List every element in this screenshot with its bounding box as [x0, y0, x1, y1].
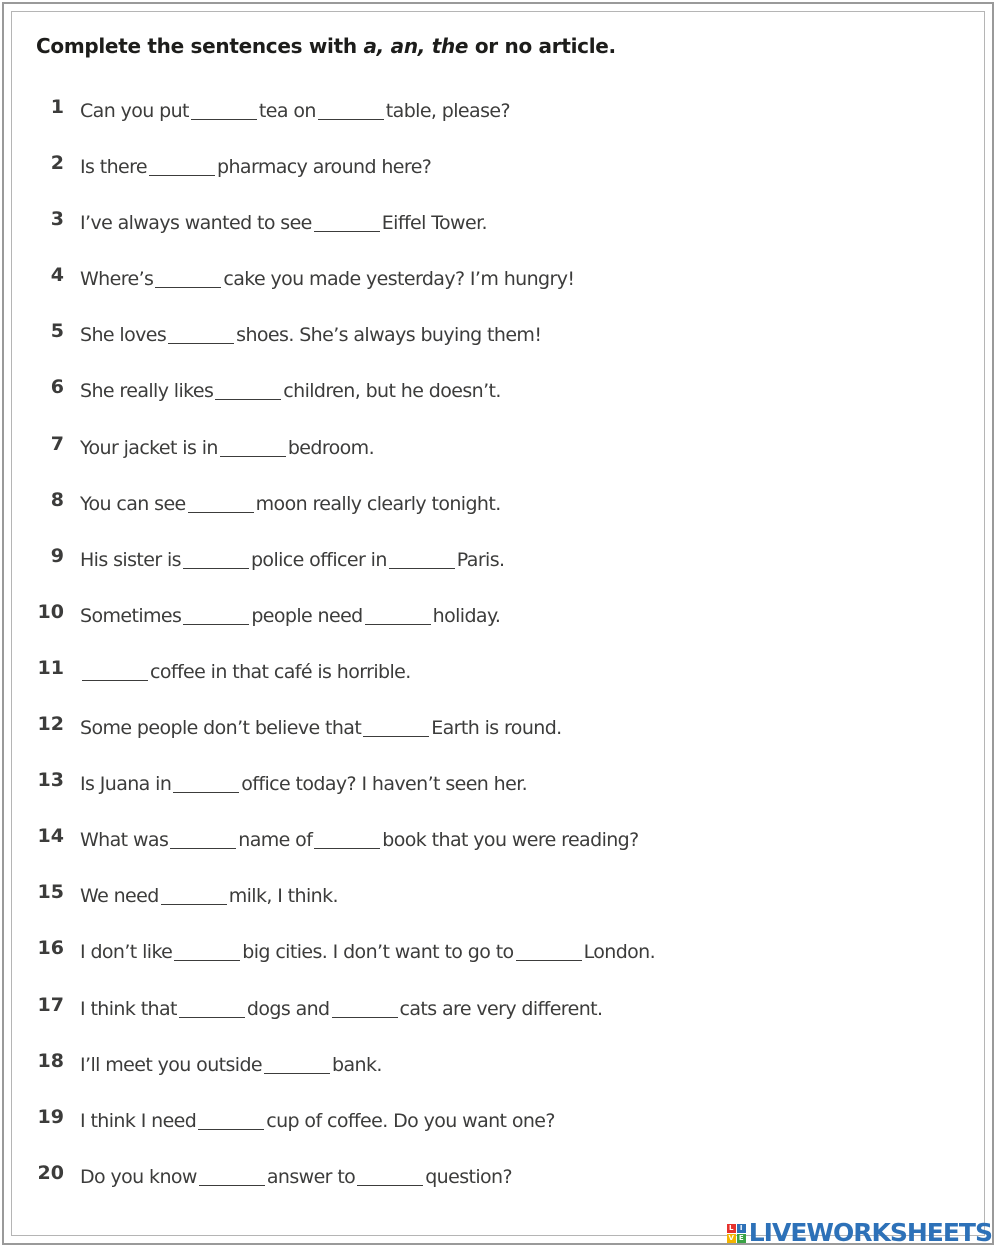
sentence-list: [0, 83, 1000, 1205]
sentence-fragment: Can you put: [80, 100, 189, 122]
sentence-fragment: cake you made yesterday? I’m hungry!: [223, 268, 575, 291]
sentence-text: [80, 881, 338, 907]
brand-name: LIVEWORKSHEETS: [748, 1218, 992, 1247]
sentence-fragment: dogs and: [246, 997, 330, 1020]
sentence-text: [80, 657, 411, 683]
answer-blank[interactable]: [155, 267, 221, 288]
item-number: 9: [50, 544, 64, 567]
item-number: 15: [37, 881, 64, 904]
answer-blank[interactable]: [516, 940, 582, 961]
answer-blank[interactable]: [365, 604, 431, 625]
sentence-fragment: Where’s: [80, 268, 154, 291]
answer-blank[interactable]: [199, 1165, 265, 1186]
item-number: 14: [37, 825, 64, 848]
list-item: [0, 588, 1000, 644]
sentence-fragment: moon really clearly tonight.: [255, 492, 501, 515]
sentence-fragment: Is there: [80, 156, 148, 179]
sentence-fragment: His sister is: [80, 548, 181, 571]
sentence-fragment: I’ll meet you outside: [80, 1053, 263, 1076]
sentence-fragment: You can see: [80, 492, 186, 515]
list-item: [0, 924, 1000, 980]
sentence-fragment: book that you were reading?: [382, 829, 639, 852]
sentence-fragment: She loves: [80, 324, 167, 347]
answer-blank[interactable]: [332, 997, 398, 1018]
sentence-text: [80, 1106, 555, 1132]
list-item: [0, 756, 1000, 812]
sentence-fragment: Some people don’t believe that: [80, 717, 362, 740]
sentence-fragment: name of: [238, 829, 313, 852]
sentence-fragment: bedroom.: [287, 436, 375, 459]
item-number: 6: [50, 376, 64, 399]
item-number: 19: [37, 1105, 64, 1128]
item-number: 5: [50, 320, 64, 343]
list-item: [0, 420, 1000, 476]
list-item: [0, 981, 1000, 1037]
sentence-fragment: holiday.: [432, 604, 501, 627]
sentence-fragment: table, please?: [385, 100, 510, 122]
list-item: [0, 1093, 1000, 1149]
sentence-fragment: She really likes: [80, 380, 214, 403]
title-articles: a, an, the: [363, 34, 469, 58]
sentence-text: [80, 601, 500, 627]
sentence-text: [80, 769, 527, 795]
item-number: 17: [37, 993, 64, 1016]
answer-blank[interactable]: [357, 1165, 423, 1186]
list-item: [0, 532, 1000, 588]
list-item: [0, 363, 1000, 419]
sentence-fragment: We need: [80, 885, 159, 908]
worksheet-title: [36, 34, 616, 58]
answer-blank[interactable]: [174, 940, 240, 961]
answer-blank[interactable]: [170, 828, 236, 849]
sentence-text: [80, 208, 487, 234]
logo-letter: V: [728, 1233, 734, 1242]
item-number: 3: [50, 208, 64, 231]
sentence-fragment: answer to: [266, 1165, 356, 1188]
item-number: 1: [50, 96, 64, 118]
list-item: [0, 251, 1000, 307]
answer-blank[interactable]: [188, 492, 254, 513]
item-number: 13: [37, 769, 64, 792]
sentence-fragment: people need: [251, 604, 363, 627]
sentence-fragment: I think that: [80, 997, 177, 1020]
sentence-fragment: London.: [583, 941, 656, 964]
sentence-text: [80, 376, 501, 402]
list-item: [0, 1037, 1000, 1093]
title-prefix: Complete the sentences with: [36, 34, 364, 58]
item-number: 12: [37, 713, 64, 736]
logo-letter: E: [737, 1234, 746, 1243]
item-number: 2: [50, 152, 64, 175]
list-item: [0, 195, 1000, 251]
answer-blank[interactable]: [191, 99, 257, 120]
item-number: 10: [37, 600, 64, 623]
sentence-fragment: Paris.: [456, 548, 505, 571]
item-number: 8: [50, 488, 64, 511]
sentence-fragment: Eiffel Tower.: [381, 212, 487, 235]
answer-blank[interactable]: [264, 1053, 330, 1074]
logo-letter: L: [727, 1224, 736, 1233]
answer-blank[interactable]: [161, 884, 227, 905]
title-suffix: or no article.: [468, 34, 616, 58]
sentence-fragment: cup of coffee. Do you want one?: [266, 1109, 555, 1132]
item-number: 16: [37, 937, 64, 960]
answer-blank[interactable]: [183, 548, 249, 569]
sentence-fragment: Earth is round.: [431, 717, 562, 740]
list-item: [0, 476, 1000, 532]
answer-blank[interactable]: [149, 155, 215, 176]
sentence-fragment: Sometimes: [80, 604, 182, 627]
list-item: [0, 644, 1000, 700]
item-number: 7: [50, 432, 64, 455]
sentence-fragment: Is Juana in: [80, 773, 172, 796]
sentence-fragment: milk, I think.: [228, 885, 338, 908]
sentence-text: [80, 433, 374, 459]
sentence-text: [80, 489, 501, 515]
sentence-text: [80, 1162, 512, 1188]
answer-blank[interactable]: [314, 828, 380, 849]
answer-blank[interactable]: [389, 548, 455, 569]
list-item: [0, 139, 1000, 195]
answer-blank[interactable]: [363, 716, 429, 737]
logo-letter: I: [737, 1224, 746, 1233]
answer-blank[interactable]: [220, 436, 286, 457]
sentence-fragment: children, but he doesn’t.: [283, 380, 501, 403]
sentence-fragment: cats are very different.: [399, 997, 603, 1020]
sentence-text: [80, 1050, 382, 1076]
answer-blank[interactable]: [314, 211, 380, 232]
answer-blank[interactable]: [179, 997, 245, 1018]
sentence-text: [80, 320, 541, 346]
answer-blank[interactable]: [173, 772, 239, 793]
sentence-fragment: shoes. She’s always buying them!: [236, 324, 542, 347]
sentence-fragment: police officer in: [250, 548, 387, 571]
brand-footer: [727, 1219, 992, 1247]
liveworksheets-logo-icon: [727, 1224, 746, 1243]
answer-blank[interactable]: [318, 99, 384, 120]
sentence-fragment: I don’t like: [80, 941, 173, 964]
sentence-fragment: pharmacy around here?: [217, 156, 432, 179]
item-number: 4: [50, 264, 64, 287]
answer-blank[interactable]: [82, 660, 148, 681]
answer-blank[interactable]: [215, 379, 281, 400]
sentence-fragment: Your jacket is in: [80, 436, 218, 459]
sentence-text: [80, 713, 562, 739]
list-item: [0, 307, 1000, 363]
sentence-text: [80, 96, 510, 122]
answer-blank[interactable]: [183, 604, 249, 625]
list-item: [0, 1149, 1000, 1205]
answer-blank[interactable]: [198, 1109, 264, 1130]
list-item: [0, 700, 1000, 756]
sentence-fragment: office today? I haven’t seen her.: [241, 773, 528, 796]
item-number: 18: [37, 1049, 64, 1072]
sentence-text: [80, 825, 639, 851]
sentence-fragment: What was: [80, 829, 169, 852]
sentence-text: [80, 545, 504, 571]
item-number: 11: [37, 656, 64, 679]
sentence-fragment: coffee in that café is horrible.: [150, 660, 411, 683]
sentence-text: [80, 994, 602, 1020]
item-number: 20: [37, 1161, 64, 1184]
sentence-fragment: I think I need: [80, 1109, 197, 1132]
sentence-text: [80, 937, 655, 963]
sentence-fragment: Do you know: [80, 1165, 197, 1188]
sentence-fragment: I’ve always wanted to see: [80, 212, 312, 235]
sentence-fragment: tea on: [258, 100, 316, 122]
sentence-fragment: bank.: [332, 1053, 382, 1076]
answer-blank[interactable]: [168, 323, 234, 344]
sentence-fragment: big cities. I don’t want to go to: [242, 941, 514, 964]
list-item: [0, 83, 1000, 139]
list-item: [0, 812, 1000, 868]
sentence-fragment: question?: [425, 1165, 512, 1188]
sentence-text: [80, 152, 431, 178]
list-item: [0, 868, 1000, 924]
sentence-text: [80, 264, 574, 290]
